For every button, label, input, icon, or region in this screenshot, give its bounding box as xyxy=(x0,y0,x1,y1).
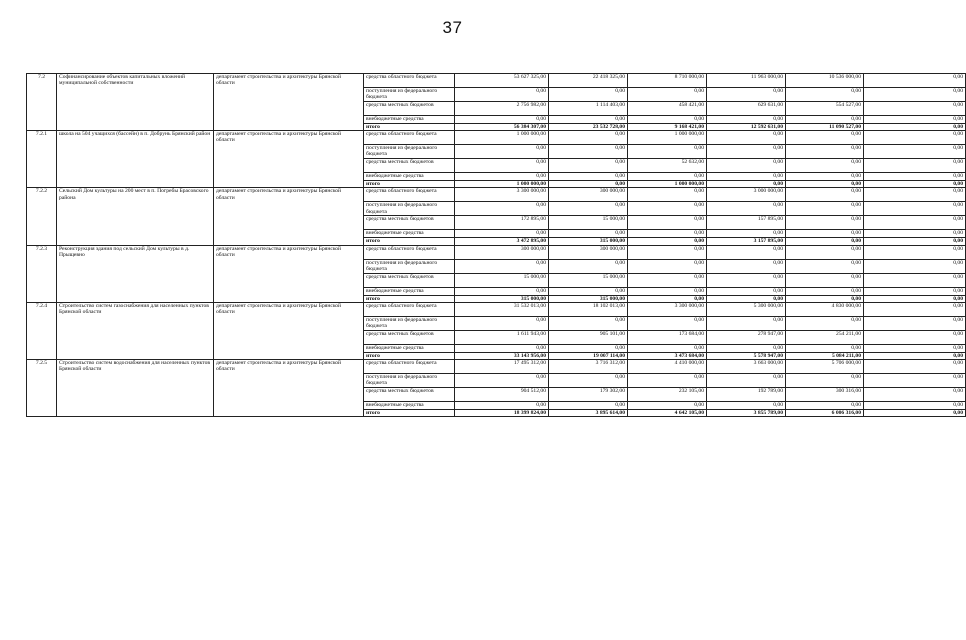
amount-cell: 0,00 xyxy=(628,273,707,287)
amount-cell: 1 611 943,00 xyxy=(455,330,549,344)
amount-cell: 0,00 xyxy=(786,402,864,410)
amount-cell: 33 143 956,00 xyxy=(455,352,549,359)
amount-cell: 1 000 000,00 xyxy=(628,181,707,188)
amount-cell: 5 706 000,00 xyxy=(786,360,864,374)
amount-cell: 52 632,00 xyxy=(628,159,707,173)
amount-cell: 0,00 xyxy=(549,202,628,216)
amount-cell: 0,00 xyxy=(786,116,864,124)
amount-cell: 0,00 xyxy=(864,295,966,302)
amount-cell: 0,00 xyxy=(628,88,707,102)
amount-cell: 0,00 xyxy=(786,88,864,102)
amount-cell: 300 000,00 xyxy=(549,245,628,259)
amount-cell: 905 101,00 xyxy=(549,330,628,344)
amount-cell: 0,00 xyxy=(786,374,864,388)
amount-cell: 0,00 xyxy=(864,388,966,402)
amount-cell: 0,00 xyxy=(628,245,707,259)
amount-cell: 0,00 xyxy=(455,316,549,330)
amount-cell: 15 000,00 xyxy=(549,273,628,287)
amount-cell: 0,00 xyxy=(864,352,966,359)
amount-cell: 11 963 000,00 xyxy=(707,74,786,88)
item-executor: департамент строительства и архитектуры Брянской области xyxy=(214,245,364,302)
funding-source: внебюджетные средства xyxy=(364,230,455,238)
table-row xyxy=(27,131,966,145)
amount-cell: 0,00 xyxy=(707,316,786,330)
amount-cell: 0,00 xyxy=(786,159,864,173)
amount-cell: 179 302,00 xyxy=(549,388,628,402)
item-code: 7.2.2 xyxy=(27,188,57,245)
amount-cell: 0,00 xyxy=(628,374,707,388)
amount-cell: 0,00 xyxy=(786,295,864,302)
amount-cell: 0,00 xyxy=(549,402,628,410)
amount-cell: 0,00 xyxy=(864,173,966,181)
funding-source: итого xyxy=(364,238,455,245)
amount-cell: 0,00 xyxy=(864,330,966,344)
amount-cell: 3 000 000,00 xyxy=(707,188,786,202)
amount-cell: 22 418 325,00 xyxy=(549,74,628,88)
amount-cell: 315 000,00 xyxy=(549,238,628,245)
funding-source: поступления из федерального бюджета xyxy=(364,316,455,330)
amount-cell: 3 895 614,00 xyxy=(549,410,628,417)
item-executor: департамент строительства и архитектуры Брянской области xyxy=(214,131,364,188)
amount-cell: 0,00 xyxy=(549,181,628,188)
amount-cell: 0,00 xyxy=(455,145,549,159)
amount-cell: 3 473 684,00 xyxy=(628,352,707,359)
funding-source: поступления из федерального бюджета xyxy=(364,145,455,159)
amount-cell: 0,00 xyxy=(864,287,966,295)
amount-cell: 0,00 xyxy=(864,302,966,316)
table-row xyxy=(27,360,966,374)
amount-cell: 3 300 000,00 xyxy=(628,302,707,316)
item-code: 7.2.4 xyxy=(27,302,57,359)
amount-cell: 0,00 xyxy=(786,245,864,259)
amount-cell: 0,00 xyxy=(628,344,707,352)
item-code: 7.2.5 xyxy=(27,360,57,417)
amount-cell: 53 627 325,00 xyxy=(455,74,549,88)
amount-cell: 12 592 631,00 xyxy=(707,124,786,131)
amount-cell: 6 006 316,00 xyxy=(786,410,864,417)
amount-cell: 192 789,00 xyxy=(707,388,786,402)
funding-source: поступления из федерального бюджета xyxy=(364,202,455,216)
amount-cell: 0,00 xyxy=(549,344,628,352)
amount-cell: 0,00 xyxy=(864,273,966,287)
amount-cell: 0,00 xyxy=(549,316,628,330)
funding-source: итого xyxy=(364,124,455,131)
table-row xyxy=(27,245,966,259)
amount-cell: 0,00 xyxy=(864,410,966,417)
funding-source: поступления из федерального бюджета xyxy=(364,88,455,102)
amount-cell: 0,00 xyxy=(707,259,786,273)
amount-cell: 5 084 211,00 xyxy=(786,352,864,359)
amount-cell: 0,00 xyxy=(455,287,549,295)
amount-cell: 0,00 xyxy=(628,316,707,330)
item-code: 7.2.1 xyxy=(27,131,57,188)
item-name: Сельский Дом культуры на 200 мест в п. Погребы Брасовского района xyxy=(57,188,214,245)
item-executor: департамент строительства и архитектуры Брянской области xyxy=(214,360,364,417)
amount-cell: 11 090 527,00 xyxy=(786,124,864,131)
amount-cell: 0,00 xyxy=(864,188,966,202)
amount-cell: 0,00 xyxy=(628,116,707,124)
amount-cell: 0,00 xyxy=(707,116,786,124)
amount-cell: 3 157 895,00 xyxy=(707,238,786,245)
amount-cell: 0,00 xyxy=(707,145,786,159)
amount-cell: 0,00 xyxy=(549,287,628,295)
amount-cell: 0,00 xyxy=(786,316,864,330)
amount-cell: 0,00 xyxy=(455,230,549,238)
amount-cell: 554 527,00 xyxy=(786,102,864,116)
amount-cell: 0,00 xyxy=(786,202,864,216)
amount-cell: 0,00 xyxy=(628,216,707,230)
amount-cell: 0,00 xyxy=(455,202,549,216)
amount-cell: 0,00 xyxy=(628,202,707,216)
amount-cell: 0,00 xyxy=(707,273,786,287)
funding-source: средства местных бюджетов xyxy=(364,216,455,230)
amount-cell: 458 421,00 xyxy=(628,102,707,116)
amount-cell: 0,00 xyxy=(707,88,786,102)
item-executor: департамент строительства и архитектуры Брянской области xyxy=(214,74,364,131)
amount-cell: 0,00 xyxy=(864,344,966,352)
funding-source: внебюджетные средства xyxy=(364,287,455,295)
amount-cell: 0,00 xyxy=(786,145,864,159)
amount-cell: 0,00 xyxy=(628,259,707,273)
amount-cell: 8 710 000,00 xyxy=(628,74,707,88)
item-name: Реконструкция здания под сельский Дом культуры в д. Прыщевно xyxy=(57,245,214,302)
amount-cell: 0,00 xyxy=(864,131,966,145)
amount-cell: 315 000,00 xyxy=(549,295,628,302)
item-executor: департамент строительства и архитектуры Брянской области xyxy=(214,188,364,245)
amount-cell: 1 000 000,00 xyxy=(455,131,549,145)
amount-cell: 0,00 xyxy=(864,259,966,273)
item-code: 7.2 xyxy=(27,74,57,131)
amount-cell: 0,00 xyxy=(628,287,707,295)
amount-cell: 0,00 xyxy=(628,238,707,245)
amount-cell: 0,00 xyxy=(864,316,966,330)
funding-source: средства местных бюджетов xyxy=(364,273,455,287)
amount-cell: 0,00 xyxy=(707,202,786,216)
amount-cell: 0,00 xyxy=(864,159,966,173)
amount-cell: 629 631,00 xyxy=(707,102,786,116)
item-code: 7.2.3 xyxy=(27,245,57,302)
amount-cell: 0,00 xyxy=(864,145,966,159)
amount-cell: 315 000,00 xyxy=(455,295,549,302)
amount-cell: 0,00 xyxy=(707,131,786,145)
amount-cell: 0,00 xyxy=(549,116,628,124)
amount-cell: 0,00 xyxy=(864,102,966,116)
amount-cell: 19 007 114,00 xyxy=(549,352,628,359)
amount-cell: 0,00 xyxy=(628,188,707,202)
amount-cell: 0,00 xyxy=(864,238,966,245)
amount-cell: 0,00 xyxy=(864,230,966,238)
amount-cell: 0,00 xyxy=(549,88,628,102)
amount-cell: 3 663 000,00 xyxy=(707,360,786,374)
amount-cell: 15 000,00 xyxy=(455,273,549,287)
amount-cell: 0,00 xyxy=(628,173,707,181)
amount-cell: 0,00 xyxy=(549,173,628,181)
item-name: Строительство систем газоснабжения для населенных пунктов Брянской области xyxy=(57,302,214,359)
funding-source: итого xyxy=(364,352,455,359)
amount-cell: 0,00 xyxy=(707,344,786,352)
funding-source: средства местных бюджетов xyxy=(364,388,455,402)
amount-cell: 0,00 xyxy=(786,131,864,145)
amount-cell: 18 399 824,00 xyxy=(455,410,549,417)
amount-cell: 4 830 000,00 xyxy=(786,302,864,316)
funding-source: итого xyxy=(364,410,455,417)
budget-table xyxy=(26,73,966,417)
item-executor: департамент строительства и архитектуры Брянской области xyxy=(214,302,364,359)
amount-cell: 0,00 xyxy=(549,230,628,238)
amount-cell: 0,00 xyxy=(628,295,707,302)
amount-cell: 0,00 xyxy=(864,202,966,216)
amount-cell: 0,00 xyxy=(864,124,966,131)
amount-cell: 0,00 xyxy=(455,259,549,273)
amount-cell: 31 532 013,00 xyxy=(455,302,549,316)
amount-cell: 0,00 xyxy=(864,402,966,410)
amount-cell: 0,00 xyxy=(786,259,864,273)
amount-cell: 0,00 xyxy=(455,402,549,410)
amount-cell: 0,00 xyxy=(864,88,966,102)
funding-source: средства местных бюджетов xyxy=(364,102,455,116)
amount-cell: 0,00 xyxy=(707,245,786,259)
amount-cell: 1 114 403,00 xyxy=(549,102,628,116)
amount-cell: 0,00 xyxy=(707,374,786,388)
amount-cell: 0,00 xyxy=(864,374,966,388)
amount-cell: 0,00 xyxy=(455,159,549,173)
amount-cell: 173 684,00 xyxy=(628,330,707,344)
amount-cell: 0,00 xyxy=(549,374,628,388)
amount-cell: 0,00 xyxy=(707,402,786,410)
amount-cell: 1 000 000,00 xyxy=(455,181,549,188)
amount-cell: 5 300 000,00 xyxy=(707,302,786,316)
amount-cell: 3 472 895,00 xyxy=(455,238,549,245)
funding-source: средства областного бюджета xyxy=(364,74,455,88)
amount-cell: 904 512,00 xyxy=(455,388,549,402)
amount-cell: 3 855 789,00 xyxy=(707,410,786,417)
funding-source: средства областного бюджета xyxy=(364,360,455,374)
amount-cell: 0,00 xyxy=(864,360,966,374)
amount-cell: 4 642 105,00 xyxy=(628,410,707,417)
amount-cell: 3 300 000,00 xyxy=(455,188,549,202)
amount-cell: 278 947,00 xyxy=(707,330,786,344)
amount-cell: 0,00 xyxy=(628,145,707,159)
funding-source: внебюджетные средства xyxy=(364,173,455,181)
amount-cell: 1 000 000,00 xyxy=(628,131,707,145)
item-name: школа на 504 учащихся (бассейн) в п. Добрунь Брянский район xyxy=(57,131,214,188)
funding-source: итого xyxy=(364,295,455,302)
funding-source: средства областного бюджета xyxy=(364,131,455,145)
amount-cell: 0,00 xyxy=(707,173,786,181)
amount-cell: 0,00 xyxy=(455,88,549,102)
amount-cell: 0,00 xyxy=(549,159,628,173)
amount-cell: 0,00 xyxy=(628,230,707,238)
amount-cell: 0,00 xyxy=(455,173,549,181)
funding-source: поступления из федерального бюджета xyxy=(364,259,455,273)
amount-cell: 300 000,00 xyxy=(549,188,628,202)
amount-cell: 17 495 312,00 xyxy=(455,360,549,374)
amount-cell: 254 211,00 xyxy=(786,330,864,344)
table-row xyxy=(27,74,966,88)
amount-cell: 0,00 xyxy=(864,74,966,88)
amount-cell: 0,00 xyxy=(549,131,628,145)
amount-cell: 157 895,00 xyxy=(707,216,786,230)
item-name: Строительство систем водоснабжения для населенных пунктов Брянской области xyxy=(57,360,214,417)
amount-cell: 0,00 xyxy=(786,238,864,245)
amount-cell: 300 000,00 xyxy=(455,245,549,259)
amount-cell: 0,00 xyxy=(864,245,966,259)
page-number: 37 xyxy=(442,18,463,37)
amount-cell: 0,00 xyxy=(864,116,966,124)
amount-cell: 9 168 421,00 xyxy=(628,124,707,131)
funding-source: средства областного бюджета xyxy=(364,302,455,316)
funding-source: средства местных бюджетов xyxy=(364,159,455,173)
amount-cell: 0,00 xyxy=(786,216,864,230)
amount-cell: 0,00 xyxy=(786,344,864,352)
amount-cell: 0,00 xyxy=(455,344,549,352)
amount-cell: 0,00 xyxy=(707,181,786,188)
amount-cell: 18 102 013,00 xyxy=(549,302,628,316)
amount-cell: 0,00 xyxy=(864,181,966,188)
amount-cell: 0,00 xyxy=(455,374,549,388)
amount-cell: 15 000,00 xyxy=(549,216,628,230)
amount-cell: 0,00 xyxy=(786,181,864,188)
funding-source: внебюджетные средства xyxy=(364,116,455,124)
amount-cell: 0,00 xyxy=(707,159,786,173)
amount-cell: 0,00 xyxy=(707,295,786,302)
table-row xyxy=(27,302,966,316)
table-row xyxy=(27,188,966,202)
amount-cell: 172 895,00 xyxy=(455,216,549,230)
amount-cell: 0,00 xyxy=(707,287,786,295)
funding-source: внебюджетные средства xyxy=(364,344,455,352)
funding-source: средства областного бюджета xyxy=(364,188,455,202)
amount-cell: 0,00 xyxy=(786,188,864,202)
funding-source: средства областного бюджета xyxy=(364,245,455,259)
amount-cell: 0,00 xyxy=(864,216,966,230)
amount-cell: 0,00 xyxy=(549,145,628,159)
amount-cell: 3 716 312,00 xyxy=(549,360,628,374)
amount-cell: 0,00 xyxy=(786,287,864,295)
amount-cell: 0,00 xyxy=(455,116,549,124)
amount-cell: 232 105,00 xyxy=(628,388,707,402)
amount-cell: 0,00 xyxy=(628,402,707,410)
amount-cell: 10 536 000,00 xyxy=(786,74,864,88)
amount-cell: 0,00 xyxy=(549,259,628,273)
amount-cell: 0,00 xyxy=(786,273,864,287)
amount-cell: 0,00 xyxy=(707,230,786,238)
amount-cell: 0,00 xyxy=(786,230,864,238)
item-name: Софинансирование объектов капитальных вложений муниципальной собственности xyxy=(57,74,214,131)
amount-cell: 5 578 947,00 xyxy=(707,352,786,359)
amount-cell: 56 384 307,00 xyxy=(455,124,549,131)
amount-cell: 0,00 xyxy=(786,173,864,181)
funding-source: средства местных бюджетов xyxy=(364,330,455,344)
funding-source: итого xyxy=(364,181,455,188)
funding-source: поступления из федерального бюджета xyxy=(364,374,455,388)
funding-source: внебюджетные средства xyxy=(364,402,455,410)
amount-cell: 23 532 728,00 xyxy=(549,124,628,131)
amount-cell: 2 756 982,00 xyxy=(455,102,549,116)
amount-cell: 300 316,00 xyxy=(786,388,864,402)
amount-cell: 4 410 000,00 xyxy=(628,360,707,374)
